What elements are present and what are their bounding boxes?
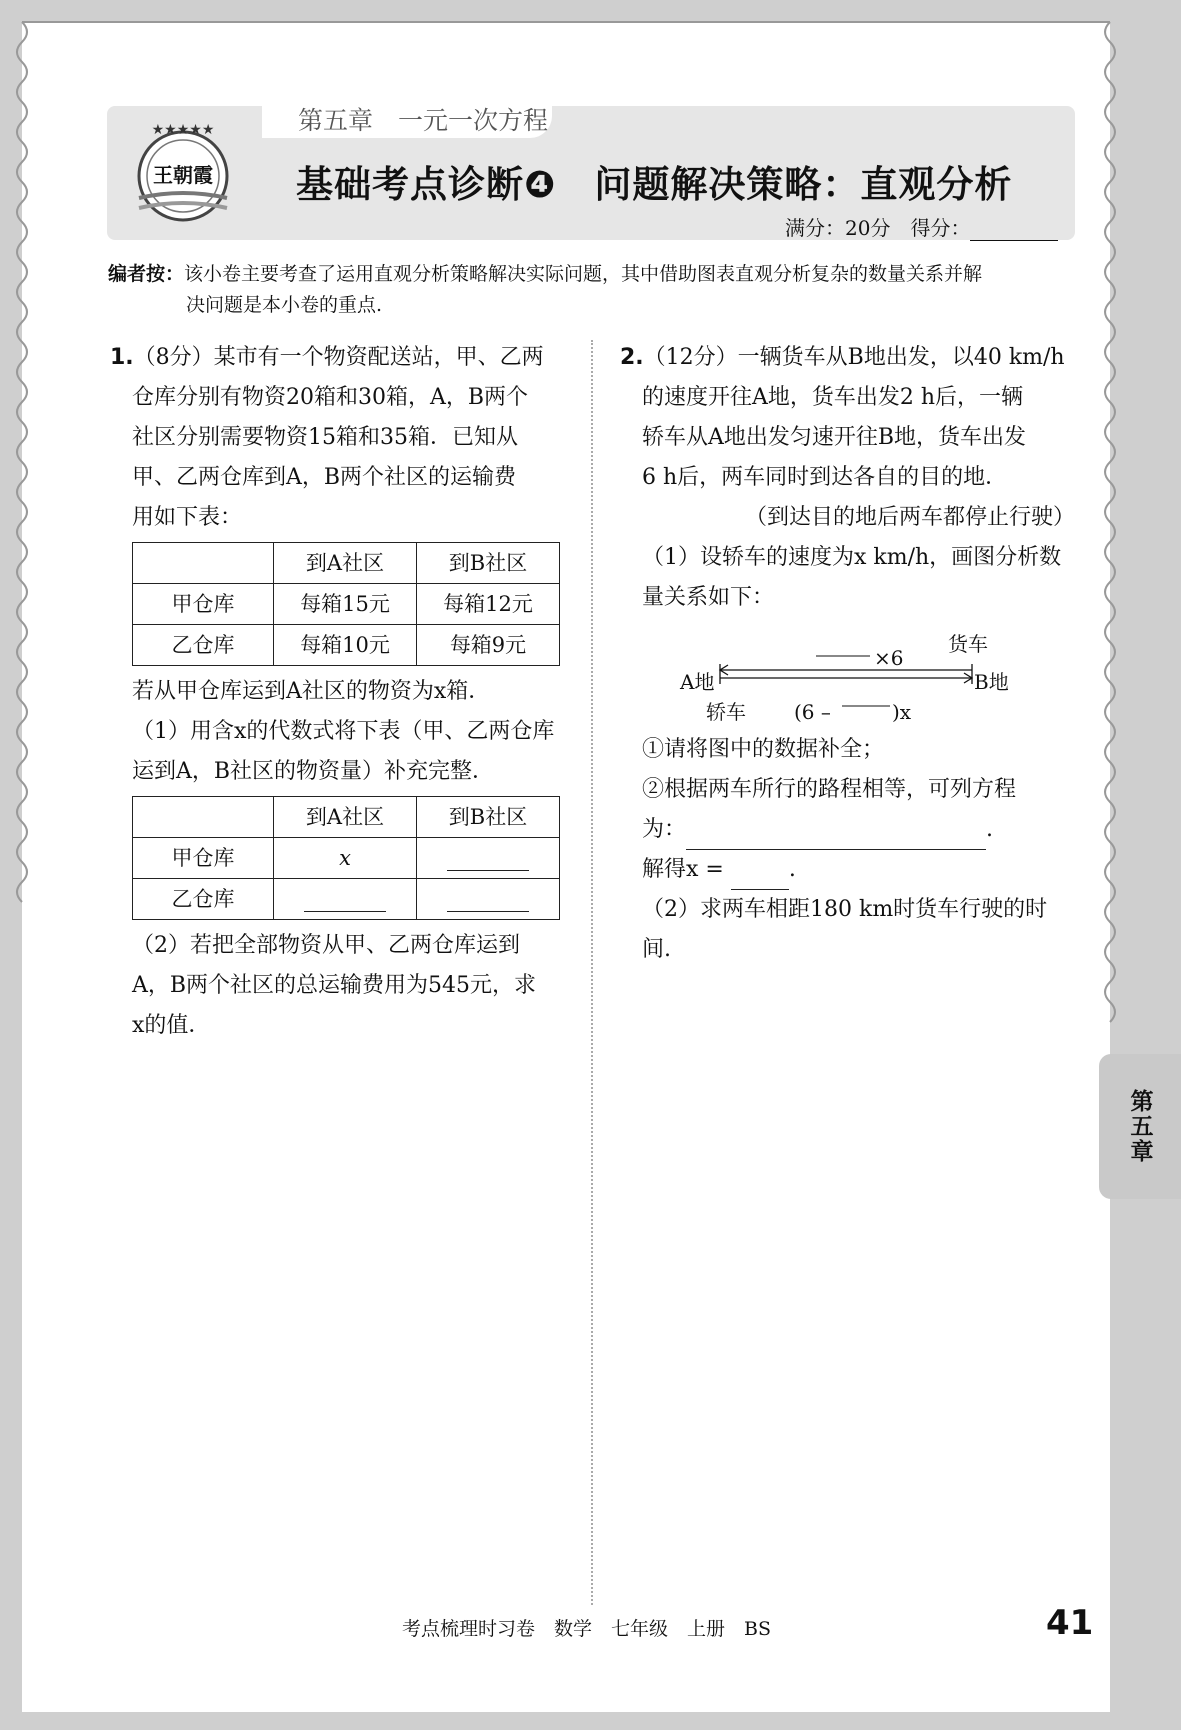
table-cell: 每箱15元 (274, 584, 417, 625)
solution-blank[interactable] (731, 863, 789, 890)
car-time-open: (6 – (794, 700, 831, 724)
table-cell: 每箱9元 (417, 625, 560, 666)
table-header: 到A社区 (274, 797, 417, 838)
q1-text: 用如下表： (132, 505, 243, 530)
table-cell (274, 879, 417, 920)
q1-part1: 运到A，B社区的物资量）补充完整． (132, 759, 495, 784)
equation-blank[interactable] (686, 823, 986, 850)
car-label: 轿车 (706, 700, 746, 724)
column-divider (591, 340, 593, 1605)
q2-part2: （2）求两车相距180 km时货车行驶的时间. (642, 897, 1048, 962)
svg-text:王朝霞: 王朝霞 (153, 163, 213, 187)
editor-note-line2: 决问题是本小卷的重点. (186, 294, 383, 316)
table-cell: 每箱10元 (274, 625, 417, 666)
point-b-label: B地 (974, 670, 1009, 694)
period: . (788, 857, 796, 882)
period: . (986, 817, 994, 842)
editor-note-line1: 该小卷主要考查了运用直观分析策略解决实际问题，其中借助图表直观分析复杂的数量关系并解 (184, 263, 983, 285)
car-time-close: )x (892, 700, 912, 724)
q2-sub2: ②根据两车所行的路程相等，可列方程 (642, 777, 1017, 802)
q2-part1: （1）设轿车的速度为x km/h，画图分析数 (642, 545, 1062, 570)
q2-text: 轿车从A地出发匀速开往B地，货车出发 (642, 425, 1027, 450)
question-2 (620, 338, 1075, 970)
page-title: 基础考点诊断❹ 问题解决策略：直观分析 (296, 163, 1013, 206)
q2-text: 6 h后，两车同时到达各自的目的地． (642, 465, 1008, 490)
table-header (133, 543, 274, 584)
point-a-label: A地 (680, 670, 715, 694)
supply-table (132, 796, 560, 920)
q1-part1: （1）用含x的代数式将下表（甲、乙两仓库 (132, 719, 555, 744)
editor-note-label: 编者按： (108, 263, 185, 285)
freight-cost-table (132, 542, 560, 666)
solve-label: 解得x = (642, 857, 724, 882)
table-header (133, 797, 274, 838)
q2-part1: 量关系如下： (642, 585, 775, 610)
q1-text: 若从甲仓库运到A社区的物资为x箱． (132, 679, 491, 704)
score-line (785, 212, 1058, 241)
q1-number: 1. (110, 345, 134, 370)
q2-text: （到达目的地后两车都停止行驶） (744, 505, 1075, 530)
score-label: 得分： (910, 216, 971, 240)
q2-solve-line (620, 850, 1075, 890)
q2-text: （12分）一辆货车从B地出发，以40 km/h (643, 345, 1065, 370)
variable-x: x (339, 846, 351, 870)
q1-text: （8分）某市有一个物资配送站，甲、乙两 (133, 345, 544, 370)
q2-text: 的速度开往A地，货车出发2 h后，一辆 (642, 385, 1024, 410)
editor-note (108, 259, 1073, 321)
table-cell (417, 879, 560, 920)
truck-label: 货车 (948, 632, 988, 656)
q1-part2: x的值． (132, 1013, 211, 1038)
table-cell (417, 838, 560, 879)
score-blank[interactable] (970, 222, 1058, 241)
question-1 (110, 338, 565, 1046)
distance-diagram (642, 618, 1075, 730)
table-cell: 甲仓库 (133, 838, 274, 879)
q1-part2: A，B两个社区的总运输费用为545元，求 (132, 973, 537, 998)
footer-text: 考点梳理时习卷 数学 七年级 上册 BS (402, 1618, 771, 1640)
chapter-side-tab[interactable]: 第五章 (1099, 1054, 1181, 1199)
page-number: 41 (1046, 1603, 1094, 1643)
q2-sub2-label: 为： (642, 817, 687, 842)
table-cell: 乙仓库 (133, 625, 274, 666)
q1-text: 仓库分别有物资20箱和30箱，A，B两个 (132, 385, 529, 410)
truck-time-label: ×6 (874, 646, 904, 670)
table-header: 到A社区 (274, 543, 417, 584)
q1-text: 社区分别需要物资15箱和35箱．已知从 (132, 425, 518, 450)
q2-number: 2. (620, 345, 644, 370)
svg-text:★★★★★: ★★★★★ (151, 122, 215, 138)
publisher-logo (133, 118, 233, 228)
table-cell: 每箱12元 (417, 584, 560, 625)
q2-sub1: ①请将图中的数据补全； (642, 737, 885, 762)
answer-blank[interactable] (447, 848, 529, 871)
q2-equation-line (620, 810, 1075, 850)
table-cell (274, 838, 417, 879)
q1-text: 甲、乙两仓库到A，B两个社区的运输费 (132, 465, 517, 490)
chapter-title: 第五章 一元一次方程 (298, 106, 549, 135)
table-header: 到B社区 (417, 543, 560, 584)
full-score: 满分：20分 (785, 216, 891, 240)
q1-part2: （2）若把全部物资从甲、乙两仓库运到 (132, 933, 520, 958)
answer-blank[interactable] (304, 889, 386, 912)
answer-blank[interactable] (447, 889, 529, 912)
table-cell: 乙仓库 (133, 879, 274, 920)
table-header: 到B社区 (417, 797, 560, 838)
table-cell: 甲仓库 (133, 584, 274, 625)
